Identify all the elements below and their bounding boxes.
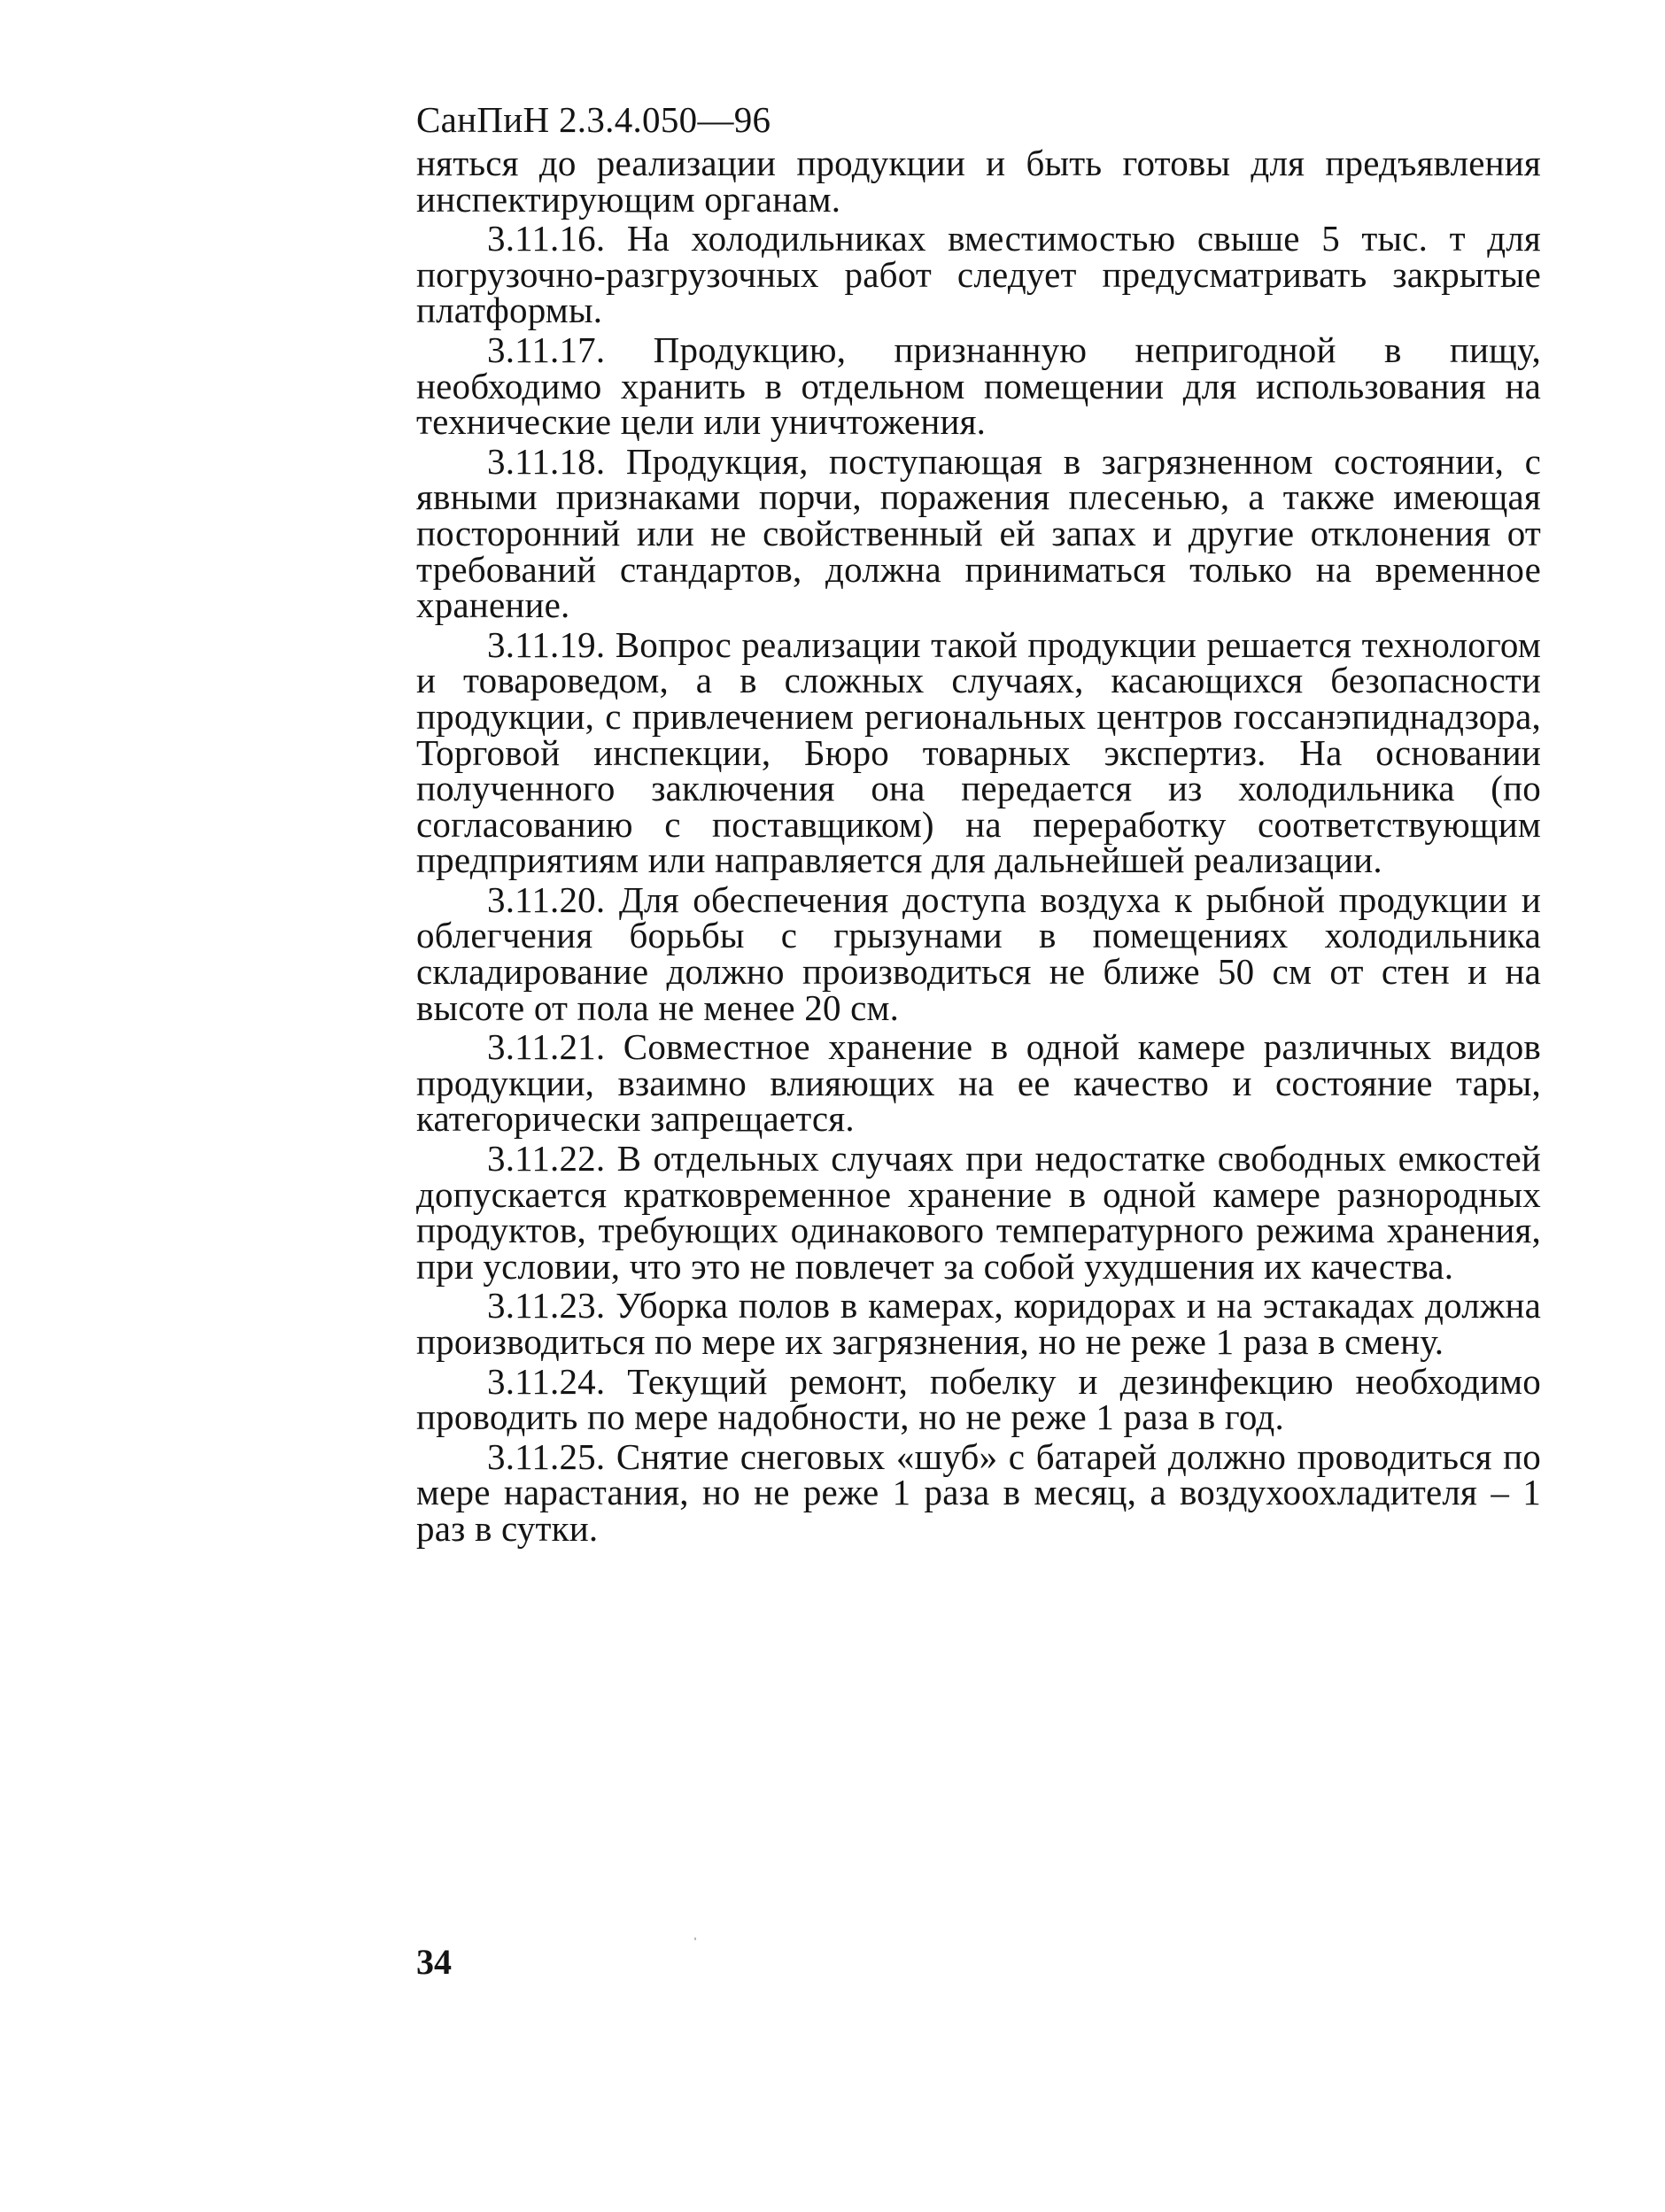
- paragraph-3-11-19: 3.11.19. Вопрос реализации такой продукции решается технологом и товароведом, а в сложных случаях, касающихся безопасности продукции, с привлечением региональных центров госсанэпиднадзора, Торговой инспекции, Бюро товарных экспертиз. На основании полученного заключения она передается из холодильника (по согласованию с поставщиком) на переработку соответствующим предприятиям или направляется для дальнейшей реализации.: [416, 623, 1541, 881]
- paragraph-3-11-16: 3.11.16. На холодильниках вместимостью свыше 5 тыс. т для погрузочно-разгрузочных работ следует предусматривать закрытые платформы.: [416, 218, 1541, 331]
- page-number: 34: [416, 1942, 452, 1982]
- paragraph-3-11-25: 3.11.25. Снятие снеговых «шуб» с батарей должно проводиться по мере нарастания, но не реже 1 раза в месяц, а воздухоохладителя – 1 раз в сутки.: [416, 1435, 1541, 1549]
- paragraph-3-11-23: 3.11.23. Уборка полов в камерах, коридорах и на эстакадах должна производиться по мере их загрязнения, но не реже 1 раза в смену.: [416, 1285, 1541, 1362]
- paragraph-3-11-17: 3.11.17. Продукцию, признанную непригодной в пищу, необходимо хранить в отдельном помещении для использования на технические цели или уничтожения.: [416, 329, 1541, 443]
- document-page: [416, 97, 1541, 1551]
- paragraph-3-11-18: 3.11.18. Продукция, поступающая в загрязненном состоянии, с явными признаками порчи, поражения плесенью, а также имеющая посторонний или не свойственный ей запах и другие отклонения от требований стандартов, должна приниматься только на временное хранение.: [416, 440, 1541, 626]
- scan-speck: [694, 1937, 696, 1940]
- document-header: СанПиН 2.3.4.050—96: [416, 99, 771, 140]
- paragraph-continuation: няться до реализации продукции и быть готовы для предъявления инспектирующим органам.: [416, 143, 1541, 220]
- paragraph-3-11-22: 3.11.22. В отдельных случаях при недостатке свободных емкостей допускается кратковременное хранение в одной камере разнородных продуктов, требующих одинакового температурного режима хранения, при условии, что это не повлечет за собой ухудшения их качества.: [416, 1138, 1541, 1287]
- paragraph-3-11-21: 3.11.21. Совместное хранение в одной камере различных видов продукции, взаимно влияющих на ее качество и состояние тары, категорически запрещается.: [416, 1026, 1541, 1140]
- paragraph-3-11-24: 3.11.24. Текущий ремонт, побелку и дезинфекцию необходимо проводить по мере надобности, но не реже 1 раза в год.: [416, 1360, 1541, 1438]
- paragraph-3-11-20: 3.11.20. Для обеспечения доступа воздуха к рыбной продукции и облегчения борьбы с грызунами в помещениях холодильника складирование должно производиться не ближе 50 см от стен и на высоте от пола не менее 20 см.: [416, 878, 1541, 1028]
